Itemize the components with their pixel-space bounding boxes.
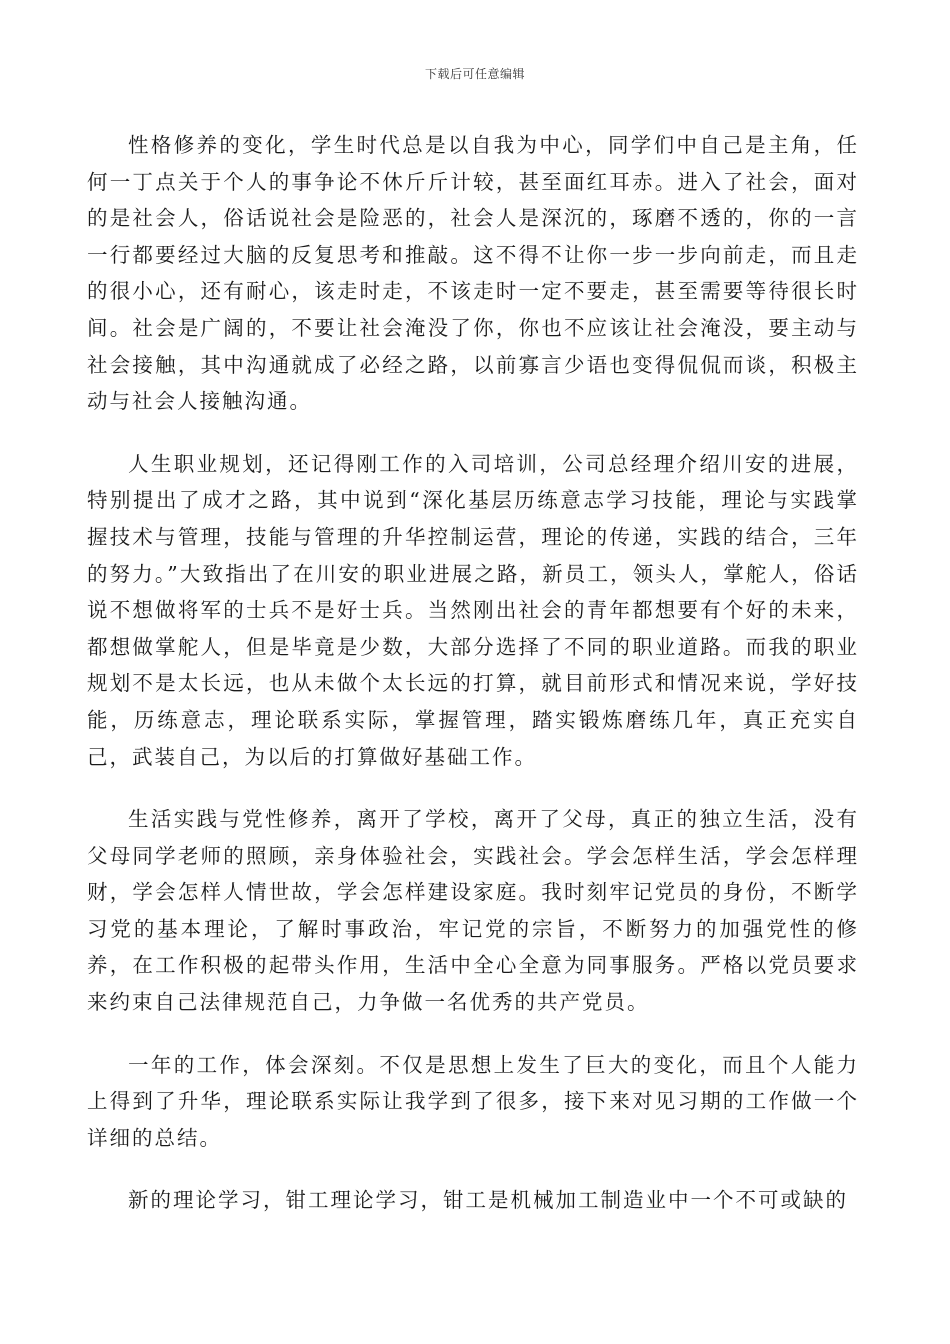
document-body	[87, 127, 859, 1245]
paragraph-one-year-work: 一年的工作，体会深刻。不仅是思想上发生了巨大的变化，而且个人能力上得到了升华，理论联系实际让我学到了很多，接下来对见习期的工作做一个详细的总结。	[87, 1052, 859, 1150]
paragraph-theory-study: 新的理论学习，钳工理论学习，钳工是机械加工制造业中一个不可或缺的	[128, 1188, 848, 1213]
paragraph-personality: 性格修养的变化，学生时代总是以自我为中心，同学们中自己是主角，任何一丁点关于个人的事争论不休斤斤计较，甚至面红耳赤。进入了社会，面对的是社会人，俗话说社会是险恶的，社会人是深沉的，琢磨不透的，你的一言一行都要经过大脑的反复思考和推敲。这不得不让你一步一步向前走，而且走的很小心，还有耐心，该走时走，不该走时一定不要走，甚至需要等待很长时间。社会是广阔的，不要让社会淹没了你，你也不应该让社会淹没，要主动与社会接触，其中沟通就成了必经之路，以前寡言少语也变得侃侃而谈，积极主动与社会人接触沟通。	[87, 133, 859, 414]
paragraph-life-practice: 生活实践与党性修养，离开了学校，离开了父母，真正的独立生活，没有父母同学老师的照顾，亲身体验社会，实践社会。学会怎样生活，学会怎样理财，学会怎样人情世故，学会怎样建设家庭。我时刻牢记党员的身份，不断学习党的基本理论，了解时事政治，牢记党的宗旨，不断努力的加强党性的修养，在工作积极的起带头作用，生活中全心全意为同事服务。严格以党员要求来约束自己法律规范自己，力争做一名优秀的共产党员。	[87, 807, 859, 1015]
page-header-note: 下载后可任意编辑	[424, 67, 525, 81]
paragraph-career-planning: 人生职业规划，还记得刚工作的入司培训，公司总经理介绍川安的进展，特别提出了成才之路，其中说到“深化基层历练意志学习技能，理论与实践掌握技术与管理，技能与管理的升华控制运营，理论的传递，实践的结合，三年的努力。”大致指出了在川安的职业进展之路，新员工，领头人，掌舵人，俗话说不想做将军的士兵不是好士兵。当然刚出社会的青年都想要有个好的未来，都想做掌舵人，但是毕竟是少数，大部分选择了不同的职业道路。而我的职业规划不是太长远，也从未做个太长远的打算，就目前形式和情况来说，学好技能，历练意志，理论联系实际，掌握管理，踏实锻炼磨练几年，真正充实自己，武装自己，为以后的打算做好基础工作。	[87, 451, 859, 769]
